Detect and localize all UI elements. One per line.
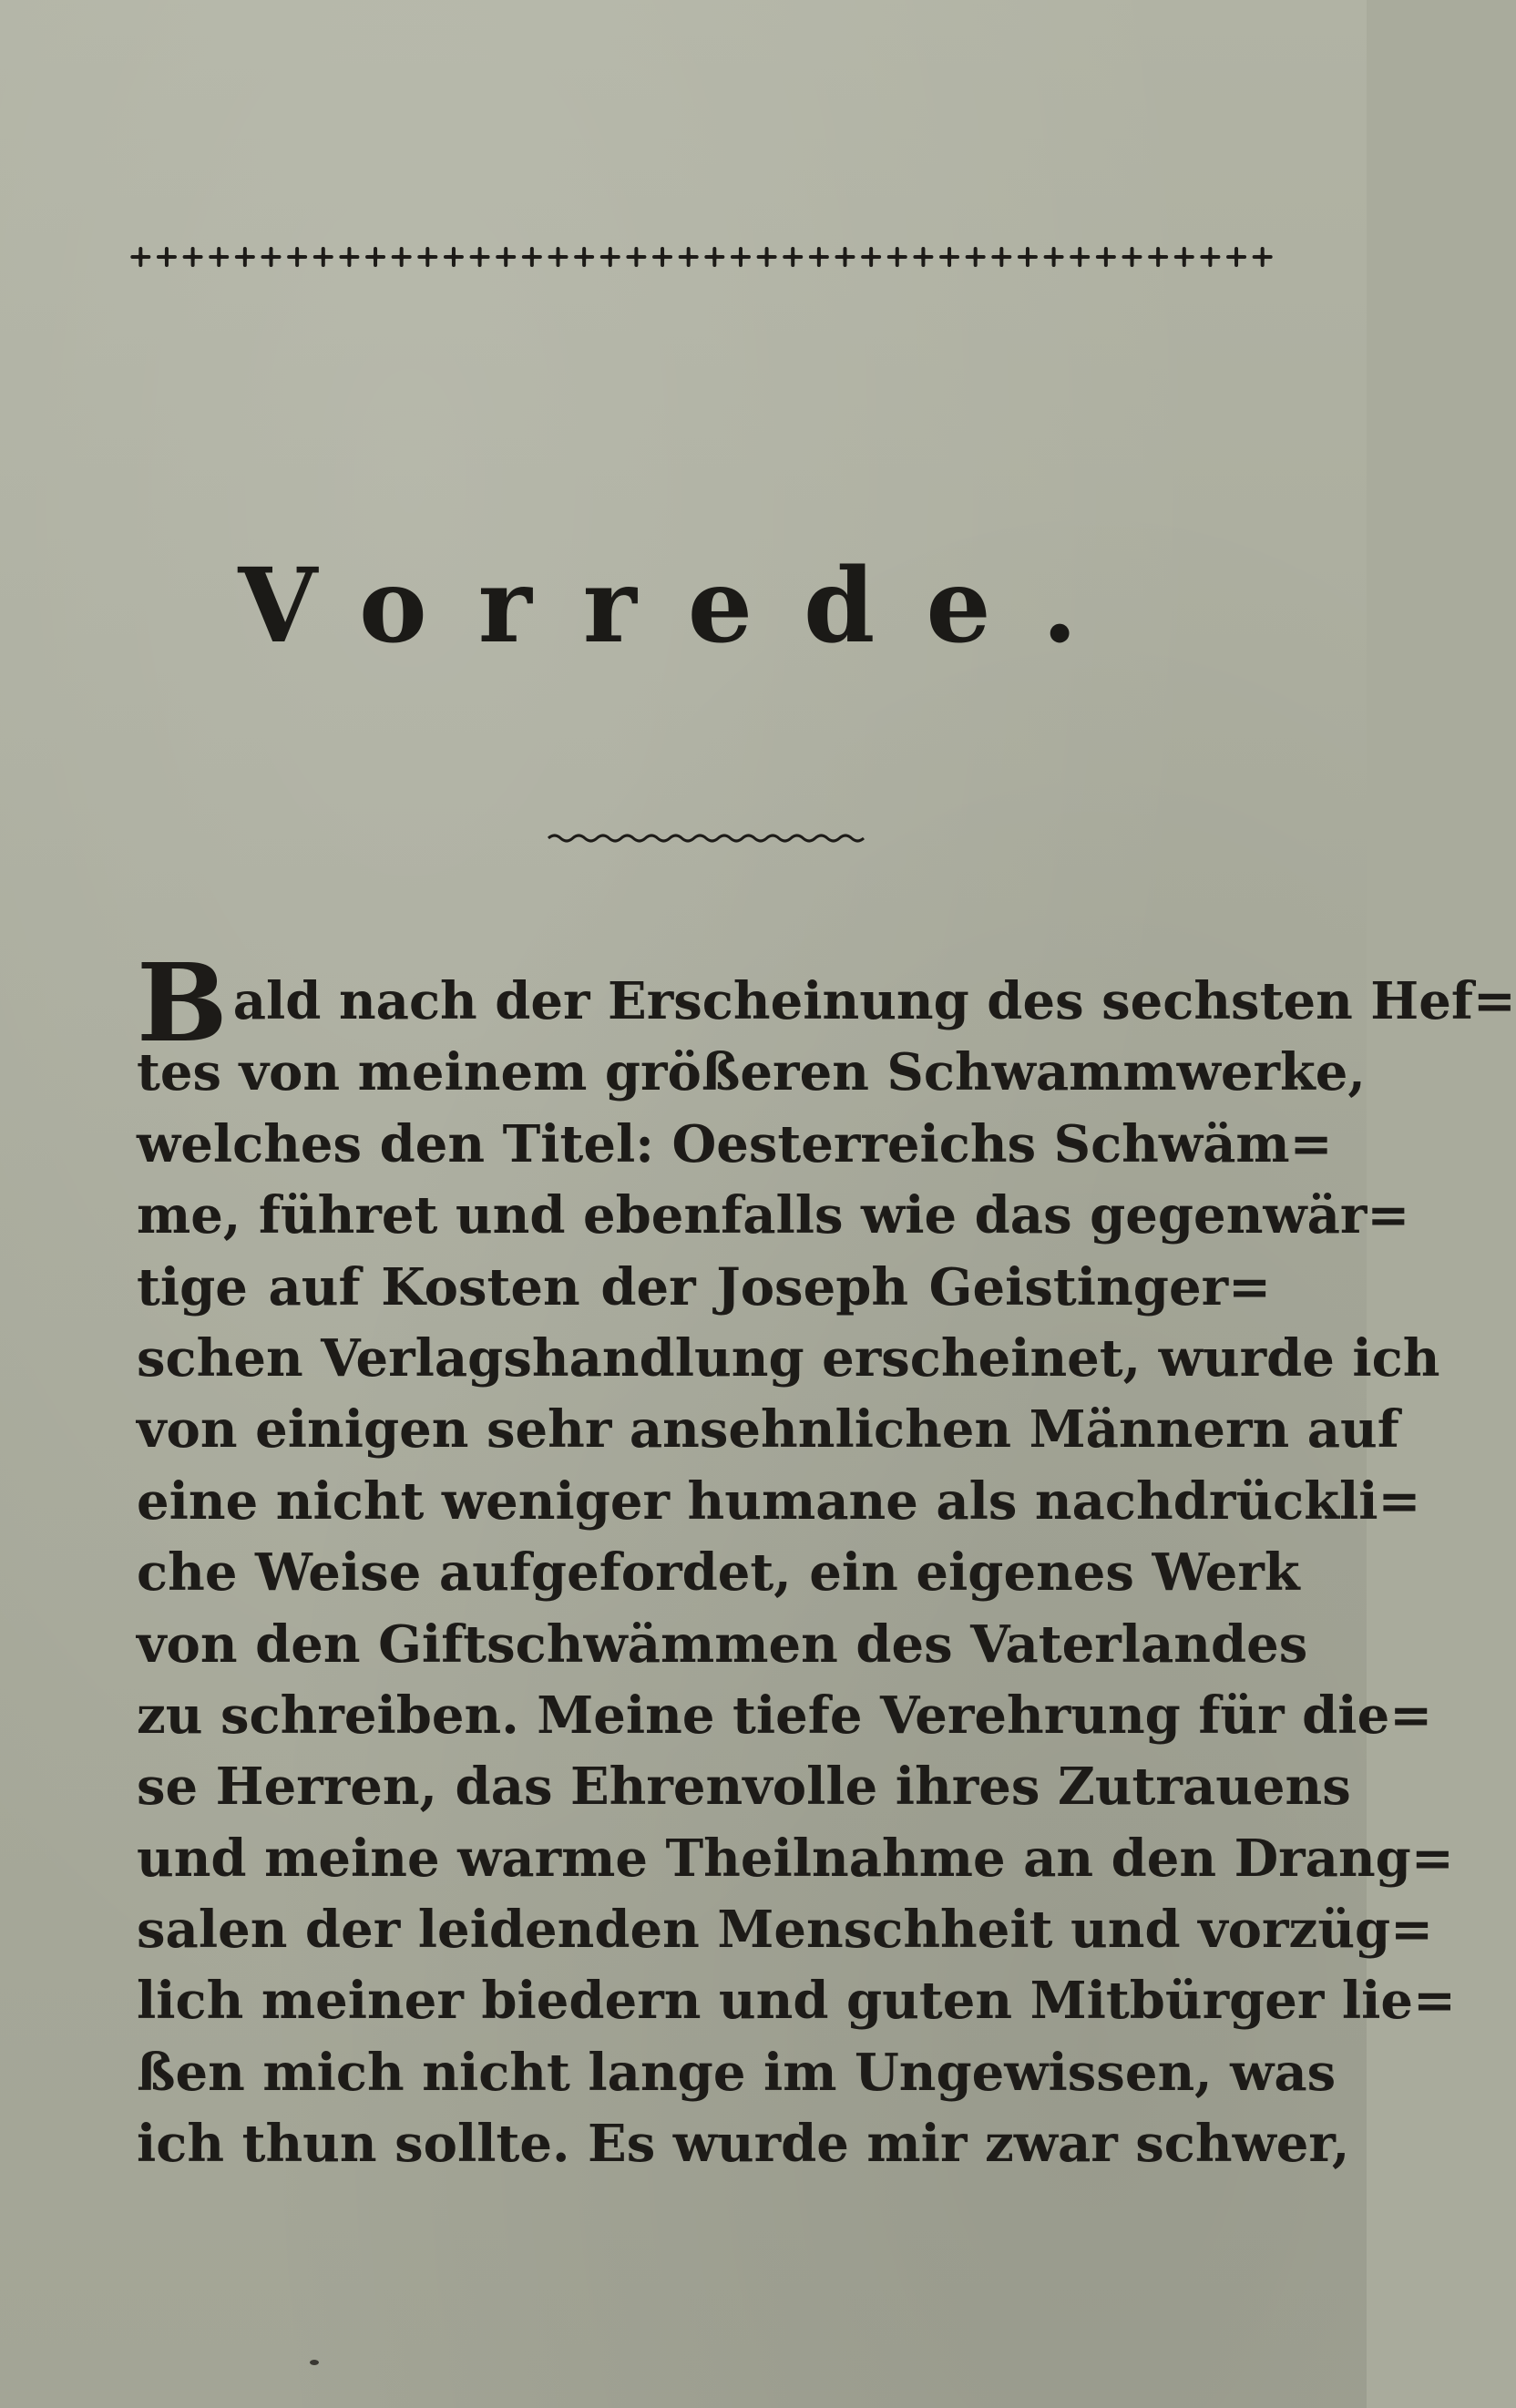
ornament-cross-icon [524, 249, 540, 265]
ornament-cross-icon [550, 249, 567, 265]
ornament-cross-icon [210, 249, 227, 265]
text-line-15: lich meiner biedern und guten Mitbürger lie= [137, 1971, 1456, 2032]
ornament-cross-icon [681, 249, 697, 265]
ornament-cross-icon [915, 249, 931, 265]
text-line-12: se Herren, das Ehrenvolle ihres Zutrauens [137, 1757, 1351, 1818]
ornament-cross-icon [237, 249, 253, 265]
ornament-cross-icon [993, 249, 1009, 265]
ornament-cross-icon [1071, 249, 1088, 265]
text-line-14: salen der leidenden Menschheit und vorzüg= [137, 1900, 1434, 1961]
text-line-9: che Weise aufgefordet, ein eigenes Werk [137, 1542, 1300, 1604]
ornament-cross-icon [1176, 249, 1193, 265]
text-line-17: ich thun sollte. Es wurde mir zwar schwer, [137, 2114, 1350, 2175]
ornament-cross-icon [419, 249, 435, 265]
ornament-cross-icon [1228, 249, 1245, 265]
ornament-cross-icon [628, 249, 644, 265]
ornament-cross-icon [732, 249, 749, 265]
text-line-4: me, führet und ebenfalls wie das gegenwär= [137, 1185, 1410, 1246]
ornament-cross-icon [784, 249, 801, 265]
ornament-cross-icon [263, 249, 280, 265]
body-text [137, 939, 1516, 2180]
ornament-cross-icon [968, 249, 984, 265]
ornament-cross-icon [654, 249, 671, 265]
ornament-cross-icon [394, 249, 410, 265]
text-line-13: und meine warme Theilnahme an den Drang= [137, 1828, 1454, 1889]
ornament-cross-icon [889, 249, 906, 265]
text-line-11: zu schreiben. Meine tiefe Verehrung für die= [137, 1685, 1433, 1746]
text-line-8: eine nicht weniger humane als nachdrückli= [137, 1470, 1421, 1532]
ornament-cross-icon [706, 249, 722, 265]
ornament-cross-icon [341, 249, 357, 265]
ornament-cross-icon [472, 249, 488, 265]
ornament-cross-icon [1019, 249, 1036, 265]
text-line-3: welches den Titel: Oesterreichs Schwäm= [137, 1113, 1333, 1174]
paper-speck [310, 2360, 319, 2365]
text-line-2: tes von meinem größeren Schwammwerke, [137, 1042, 1366, 1103]
ornament-cross-icon [497, 249, 514, 265]
text-line-10: von den Giftschwämmen des Vaterlandes [137, 1614, 1308, 1675]
ornament-cross-icon [1202, 249, 1218, 265]
ornament-cross-icon [837, 249, 854, 265]
ornament-cross-icon [1098, 249, 1114, 265]
ornament-cross-icon [1046, 249, 1062, 265]
ornament-cross-icon [159, 249, 175, 265]
ornament-cross-icon [1255, 249, 1271, 265]
text-line-1 [137, 939, 1516, 1066]
ornament-cross-icon [1124, 249, 1141, 265]
ornament-rule [128, 232, 1275, 282]
ornament-cross-icon [289, 249, 305, 265]
ornament-cross-icon [811, 249, 827, 265]
ornament-cross-icon [941, 249, 958, 265]
text-line-1-rest: ald nach der Erscheinung des sechsten Hef= [232, 971, 1516, 1031]
ornament-cross-icon [132, 249, 149, 265]
ornament-cross-icon [367, 249, 384, 265]
text-line-6: schen Verlagshandlung erscheinet, wurde ich [137, 1327, 1440, 1388]
ornament-cross-icon [759, 249, 775, 265]
ornament-cross-icon [602, 249, 619, 265]
wavy-divider [547, 825, 866, 851]
drop-cap: B [137, 939, 228, 1066]
ornament-cross-icon [1150, 249, 1166, 265]
ornament-cross-icon [576, 249, 592, 265]
ornament-cross-icon [315, 249, 332, 265]
text-line-5: tige auf Kosten der Joseph Geistinger= [137, 1256, 1271, 1317]
page-title: Vorrede. [238, 547, 1129, 666]
text-line-7: von einigen sehr ansehnlichen Männern auf [137, 1399, 1399, 1460]
ornament-cross-icon [185, 249, 201, 265]
text-line-16: ßen mich nicht lange im Ungewissen, was [137, 2042, 1337, 2103]
ornament-cross-icon [446, 249, 462, 265]
ornament-cross-icon [863, 249, 879, 265]
